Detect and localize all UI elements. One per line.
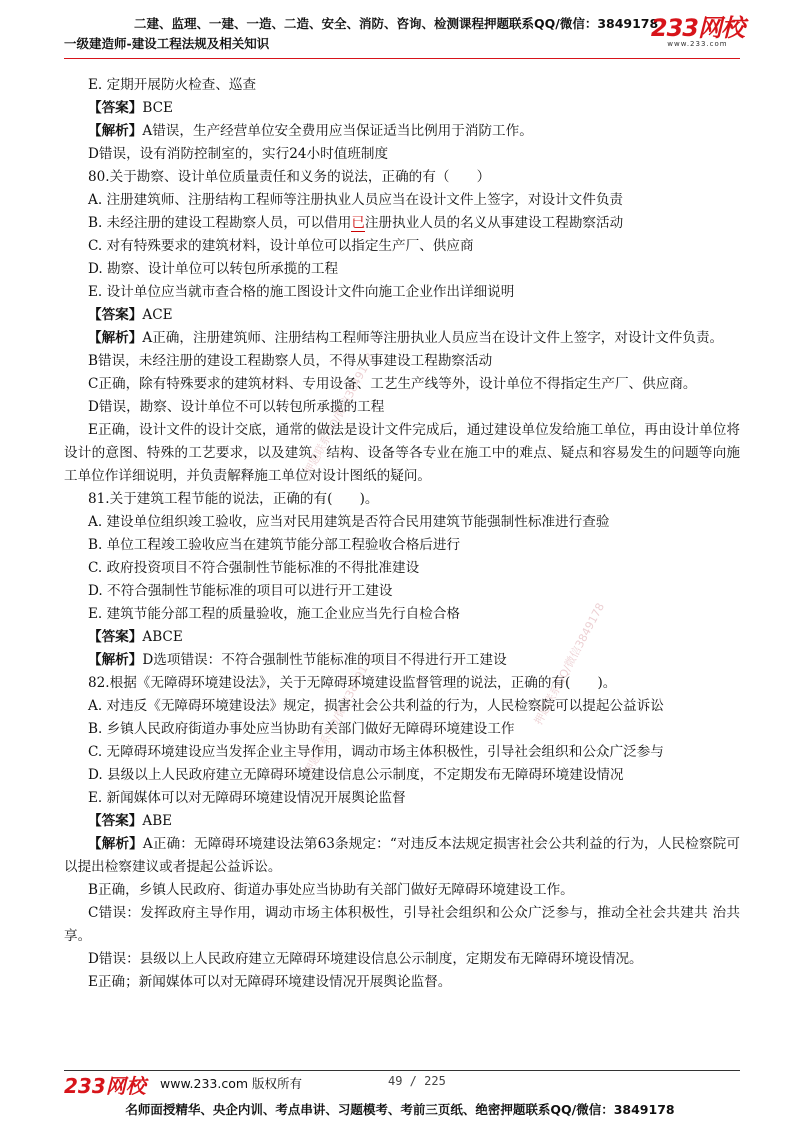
page-header	[64, 14, 744, 54]
answer-tag: 【答案】	[88, 629, 143, 645]
answer-tag: 【答案】	[88, 813, 143, 829]
option-line: A. 建设单位组织竣工验收，应当对民用建筑是否符合民用建筑节能强制性标准进行查验	[88, 514, 610, 530]
answer-line	[64, 810, 740, 833]
watermark: 押题联系QQ/微信3849178	[531, 600, 608, 728]
analysis-line	[64, 327, 740, 350]
option-line: B. 乡镇人民政府街道办事处应当协助有关部门做好无障碍环境建设工作	[88, 721, 515, 737]
option-text: B. 未经注册的建设工程勘察人员，可以借用	[88, 215, 352, 231]
option-line: E. 定期开展防火检查、巡查	[88, 77, 257, 93]
analysis-line: C正确，除有特殊要求的建筑材料、专用设备、工艺生产线等外，设计单位不得指定生产厂、供应商。	[88, 376, 697, 392]
watermark: 押题联系QQ/微信3849178	[301, 650, 378, 778]
analysis-text: A正确，注册建筑师、注册结构工程师等注册执业人员应当在设计文件上签字，对设计文件负责。	[142, 330, 724, 346]
option-line: D. 不符合强制性节能标准的项目可以进行开工建设	[88, 583, 393, 599]
logo-text: 233网校	[650, 14, 744, 42]
analysis-line: D错误，勘察、设计单位不可以转包所承揽的工程	[88, 399, 385, 415]
answer-value: ACE	[142, 307, 173, 323]
header-contact: 二建、监理、一建、一造、二造、安全、消防、咨询、检测课程押题联系QQ/微信：3849178	[134, 16, 659, 31]
footer-logo: 233网校	[64, 1074, 146, 1098]
analysis-line: D错误：县级以上人民政府建立无障碍环境建设信息公示制度，定期发布无障碍环境设情况。	[88, 951, 643, 967]
analysis-tag: 【解析】	[88, 836, 143, 852]
option-text: 注册执业人员的名义从事建设工程勘察活动	[364, 215, 624, 231]
analysis-line	[64, 120, 740, 143]
answer-value: ABE	[142, 813, 173, 829]
document-body	[64, 74, 740, 994]
option-line: A. 对违反《无障碍环境建设法》规定，损害社会公共利益的行为，人民检察院可以提起公益诉讼	[88, 698, 664, 714]
analysis-line	[64, 649, 740, 672]
analysis-line: C错误：发挥政府主导作用，调动市场主体积极性，引导社会组织和公众广泛参与，推动全社会共建共 治共享。	[64, 905, 740, 944]
analysis-tag: 【解析】	[88, 330, 143, 346]
option-line	[64, 212, 740, 235]
option-line: D. 勘察、设计单位可以转包所承揽的工程	[88, 261, 339, 277]
header-divider	[64, 58, 740, 59]
analysis-text: A正确：无障碍环境建设法第63条规定：“对违反本法规定损害社会公共利益的行为，人民检察院可以提出检察建议或者提起公益诉讼。	[64, 836, 741, 875]
answer-line	[64, 626, 740, 649]
answer-value: BCE	[142, 100, 173, 116]
page-number: 49 / 225	[388, 1074, 446, 1088]
option-line: E. 设计单位应当就市查合格的施工图设计文件向施工企业作出详细说明	[88, 284, 515, 300]
analysis-text: D选项错误：不符合强制性节能标准的项目不得进行开工建设	[142, 652, 507, 668]
footer-contact: 名师面授精华、央企内训、考点串讲、习题模考、考前三页纸、绝密押题联系QQ/微信：3849178	[125, 1102, 675, 1117]
marked-char: 已	[351, 215, 365, 231]
option-line: E. 新闻媒体可以对无障碍环境建设情况开展舆论监督	[88, 790, 406, 806]
option-line: C. 政府投资项目不符合强制性节能标准的不得批准建设	[88, 560, 420, 576]
question-stem: 82.根据《无障碍环境建设法》，关于无障碍环境建设监督管理的说法，正确的有( )。	[88, 675, 617, 691]
answer-value: ABCE	[142, 629, 183, 645]
analysis-line: D错误，设有消防控制室的，实行24小时值班制度	[88, 146, 389, 162]
header-subject: 一级建造师-建设工程法规及相关知识	[64, 36, 270, 51]
analysis-line: E正确，设计文件的设计交底，通常的做法是设计文件完成后，通过建设单位发给施工单位，再由设计单位将设计的意图、特殊的工艺要求，以及建筑、结构、设备等各专业在施工中的难点、疑点和容易发生的问题等向施工单位作详细说明，并负责解释施工单位对设计图纸的疑问。	[64, 422, 740, 484]
option-line: D. 县级以上人民政府建立无障碍环境建设信息公示制度，不定期发布无障碍环境建设情况	[88, 767, 624, 783]
option-line: C. 对有特殊要求的建筑材料，设计单位可以指定生产厂、供应商	[88, 238, 474, 254]
analysis-tag: 【解析】	[88, 652, 143, 668]
watermark: 押题联系QQ/微信3849178	[301, 350, 378, 478]
analysis-line	[64, 833, 740, 879]
brand-logo	[651, 16, 744, 48]
analysis-line: B正确，乡镇人民政府、街道办事处应当协助有关部门做好无障碍环境建设工作。	[88, 882, 574, 898]
question-stem: 81.关于建筑工程节能的说法，正确的有( )。	[88, 491, 379, 507]
option-line: B. 单位工程竣工验收应当在建筑节能分部工程验收合格后进行	[88, 537, 461, 553]
logo-url: www.233.com	[667, 40, 728, 48]
analysis-tag: 【解析】	[88, 123, 143, 139]
option-line: C. 无障碍环境建设应当发挥企业主导作用，调动市场主体积极性，引导社会组织和公众广泛参与	[88, 744, 664, 760]
footer-copyright: www.233.com 版权所有	[160, 1076, 302, 1091]
analysis-line: E正确；新闻媒体可以对无障碍环境建设情况开展舆论监督。	[88, 974, 452, 990]
analysis-line: B错误，未经注册的建设工程勘察人员，不得从事建设工程勘察活动	[88, 353, 493, 369]
answer-line	[64, 304, 740, 327]
answer-tag: 【答案】	[88, 307, 143, 323]
footer-divider	[64, 1070, 740, 1071]
question-stem: 80.关于勘察、设计单位质量责任和义务的说法，正确的有（ ）	[88, 169, 491, 185]
option-line: E. 建筑节能分部工程的质量验收，施工企业应当先行自检合格	[88, 606, 461, 622]
option-line: A. 注册建筑师、注册结构工程师等注册执业人员应当在设计文件上签字，对设计文件负责	[88, 192, 624, 208]
answer-tag: 【答案】	[88, 100, 143, 116]
answer-line	[64, 97, 740, 120]
analysis-text: A错误，生产经营单位安全费用应当保证适当比例用于消防工作。	[142, 123, 533, 139]
